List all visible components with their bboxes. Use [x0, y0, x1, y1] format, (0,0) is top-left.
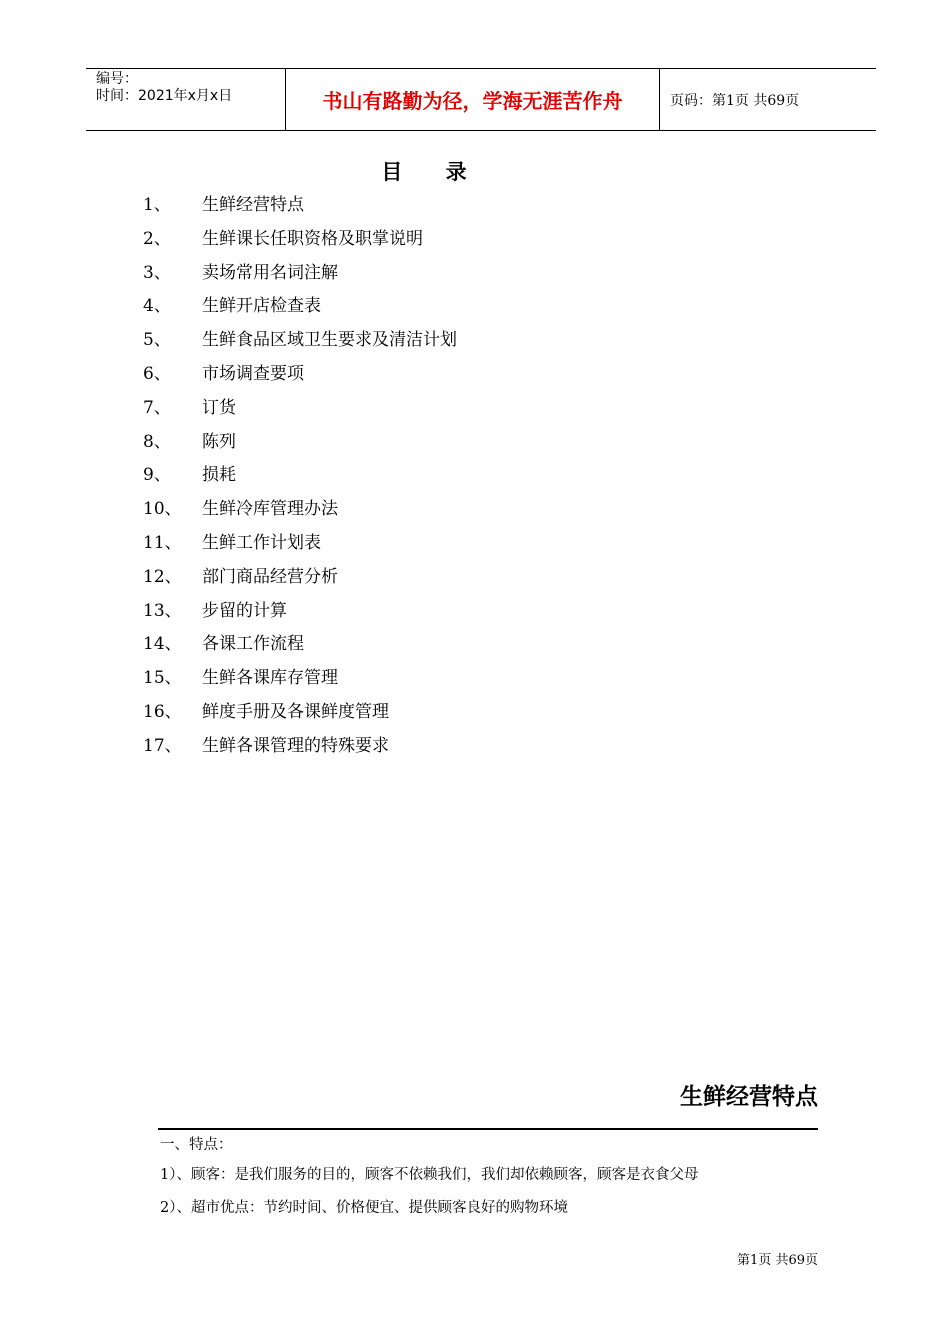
header-meta — [86, 69, 286, 130]
toc-item-text: 损耗 — [202, 465, 236, 486]
section-divider — [158, 1128, 818, 1130]
toc-item-number: 15、 — [143, 668, 182, 689]
toc-item-text: 陈列 — [202, 431, 236, 452]
header-page-info: 页码：第1页 共69页 — [670, 92, 800, 109]
toc-item-number: 9、 — [143, 465, 171, 486]
toc-item-text: 部门商品经营分析 — [202, 566, 338, 587]
toc-item — [143, 562, 457, 596]
toc-item-number: 6、 — [143, 363, 171, 384]
toc-item-text: 生鲜食品区域卫生要求及清洁计划 — [202, 330, 457, 351]
toc-item — [143, 731, 457, 765]
toc-item-text: 步留的计算 — [202, 600, 287, 621]
toc-item — [143, 258, 457, 292]
toc-item-text: 生鲜经营特点 — [202, 195, 304, 215]
number-label: 编号： — [96, 71, 138, 87]
toc-item — [143, 190, 457, 224]
toc-item-text: 生鲜课长任职资格及职掌说明 — [202, 228, 423, 249]
toc-item-number: 1、 — [143, 195, 171, 215]
toc-item-text: 订货 — [202, 397, 236, 418]
toc-item — [143, 325, 457, 359]
toc-item-number: 7、 — [143, 397, 171, 418]
toc-item-number: 17、 — [143, 735, 182, 756]
section-title: 生鲜经营特点 — [680, 1084, 818, 1110]
toc-item — [143, 596, 457, 630]
header-motto: 书山有路勤为径，学海无涯苦作舟 — [286, 69, 660, 130]
toc-item-number: 13、 — [143, 600, 182, 621]
toc-item — [143, 629, 457, 663]
page-footer: 第1页 共69页 — [737, 1253, 818, 1268]
toc-item-text: 各课工作流程 — [202, 634, 304, 655]
toc-item-number: 11、 — [143, 532, 182, 553]
toc-item-text: 卖场常用名词注解 — [202, 262, 338, 283]
toc-item — [143, 291, 457, 325]
toc-item-text: 鲜度手册及各课鲜度管理 — [202, 701, 389, 722]
section-point-1: 1）、顾客：是我们服务的目的，顾客不依赖我们，我们却依赖顾客，顾客是衣食父母 — [160, 1167, 699, 1183]
toc-item-number: 5、 — [143, 330, 171, 351]
toc-item — [143, 359, 457, 393]
section-point-2: 2）、超市优点：节约时间、价格便宜、提供顾客良好的购物环境 — [160, 1200, 568, 1216]
toc-item-number: 16、 — [143, 701, 182, 722]
toc-item — [143, 224, 457, 258]
toc-item-text: 市场调查要项 — [202, 363, 304, 384]
toc-item-number: 4、 — [143, 296, 171, 317]
page-header — [86, 68, 876, 131]
toc-item — [143, 393, 457, 427]
toc-item — [143, 494, 457, 528]
toc-item-number: 12、 — [143, 566, 182, 587]
toc-item-number: 10、 — [143, 499, 182, 520]
toc-item-text: 生鲜冷库管理办法 — [202, 499, 338, 520]
section-heading: 一、特点： — [160, 1137, 233, 1153]
time-label: 时间：2021年x月x日 — [96, 88, 233, 104]
toc-item-number: 14、 — [143, 634, 182, 655]
toc-item-number: 8、 — [143, 431, 171, 452]
toc-item-text: 生鲜开店检查表 — [202, 296, 321, 317]
toc-item — [143, 460, 457, 494]
toc-item — [143, 427, 457, 461]
toc-list — [143, 190, 457, 765]
toc-item-number: 3、 — [143, 262, 171, 283]
toc-item — [143, 528, 457, 562]
toc-item-text: 生鲜工作计划表 — [202, 532, 321, 553]
toc-item — [143, 663, 457, 697]
toc-item-text: 生鲜各课管理的特殊要求 — [202, 735, 389, 756]
toc-item-number: 2、 — [143, 228, 171, 249]
toc-title: 目 录 — [381, 160, 485, 184]
toc-item-text: 生鲜各课库存管理 — [202, 668, 338, 689]
toc-item — [143, 697, 457, 731]
